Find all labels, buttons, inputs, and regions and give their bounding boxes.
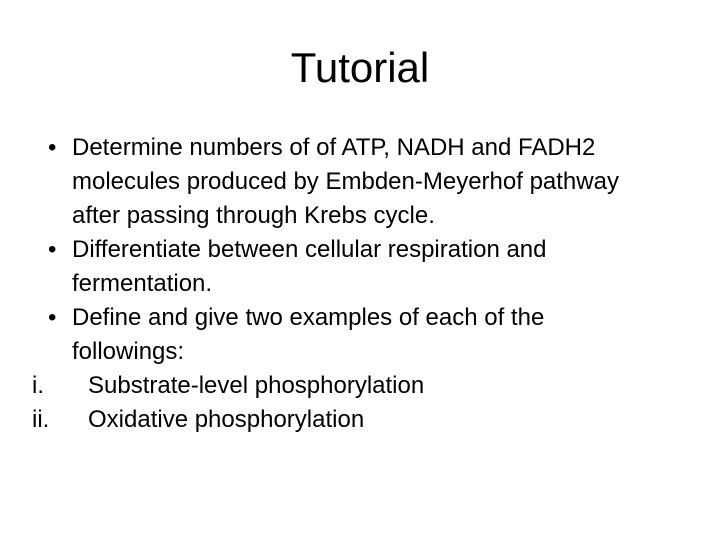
numbered-text: Substrate-level phosphorylation (88, 372, 425, 399)
numbered-item-1 (32, 369, 640, 403)
slide-title: Tutorial (290, 44, 430, 91)
bullet-text: Define and give two examples of each of the followings: (72, 304, 545, 365)
bullet-marker: • (48, 134, 57, 161)
bullet-text: Differentiate between cellular respiration and fermentation. (72, 236, 547, 297)
numbered-item-2 (32, 403, 640, 437)
bullet-marker: • (48, 236, 57, 263)
numbered-text: Oxidative phosphorylation (88, 406, 365, 433)
numbered-marker: ii. (32, 406, 50, 433)
bullet-marker: • (48, 304, 57, 331)
bullet-item-3 (40, 301, 640, 369)
bullet-text: Determine numbers of of ATP, NADH and FADH2 molecules produced by Embden-Meyerhof pathway after passing through Krebs cycle. (72, 134, 619, 229)
numbered-marker: i. (32, 372, 44, 399)
slide-body (32, 131, 640, 437)
bullet-item-1 (40, 131, 640, 233)
bullet-item-2 (40, 233, 640, 301)
